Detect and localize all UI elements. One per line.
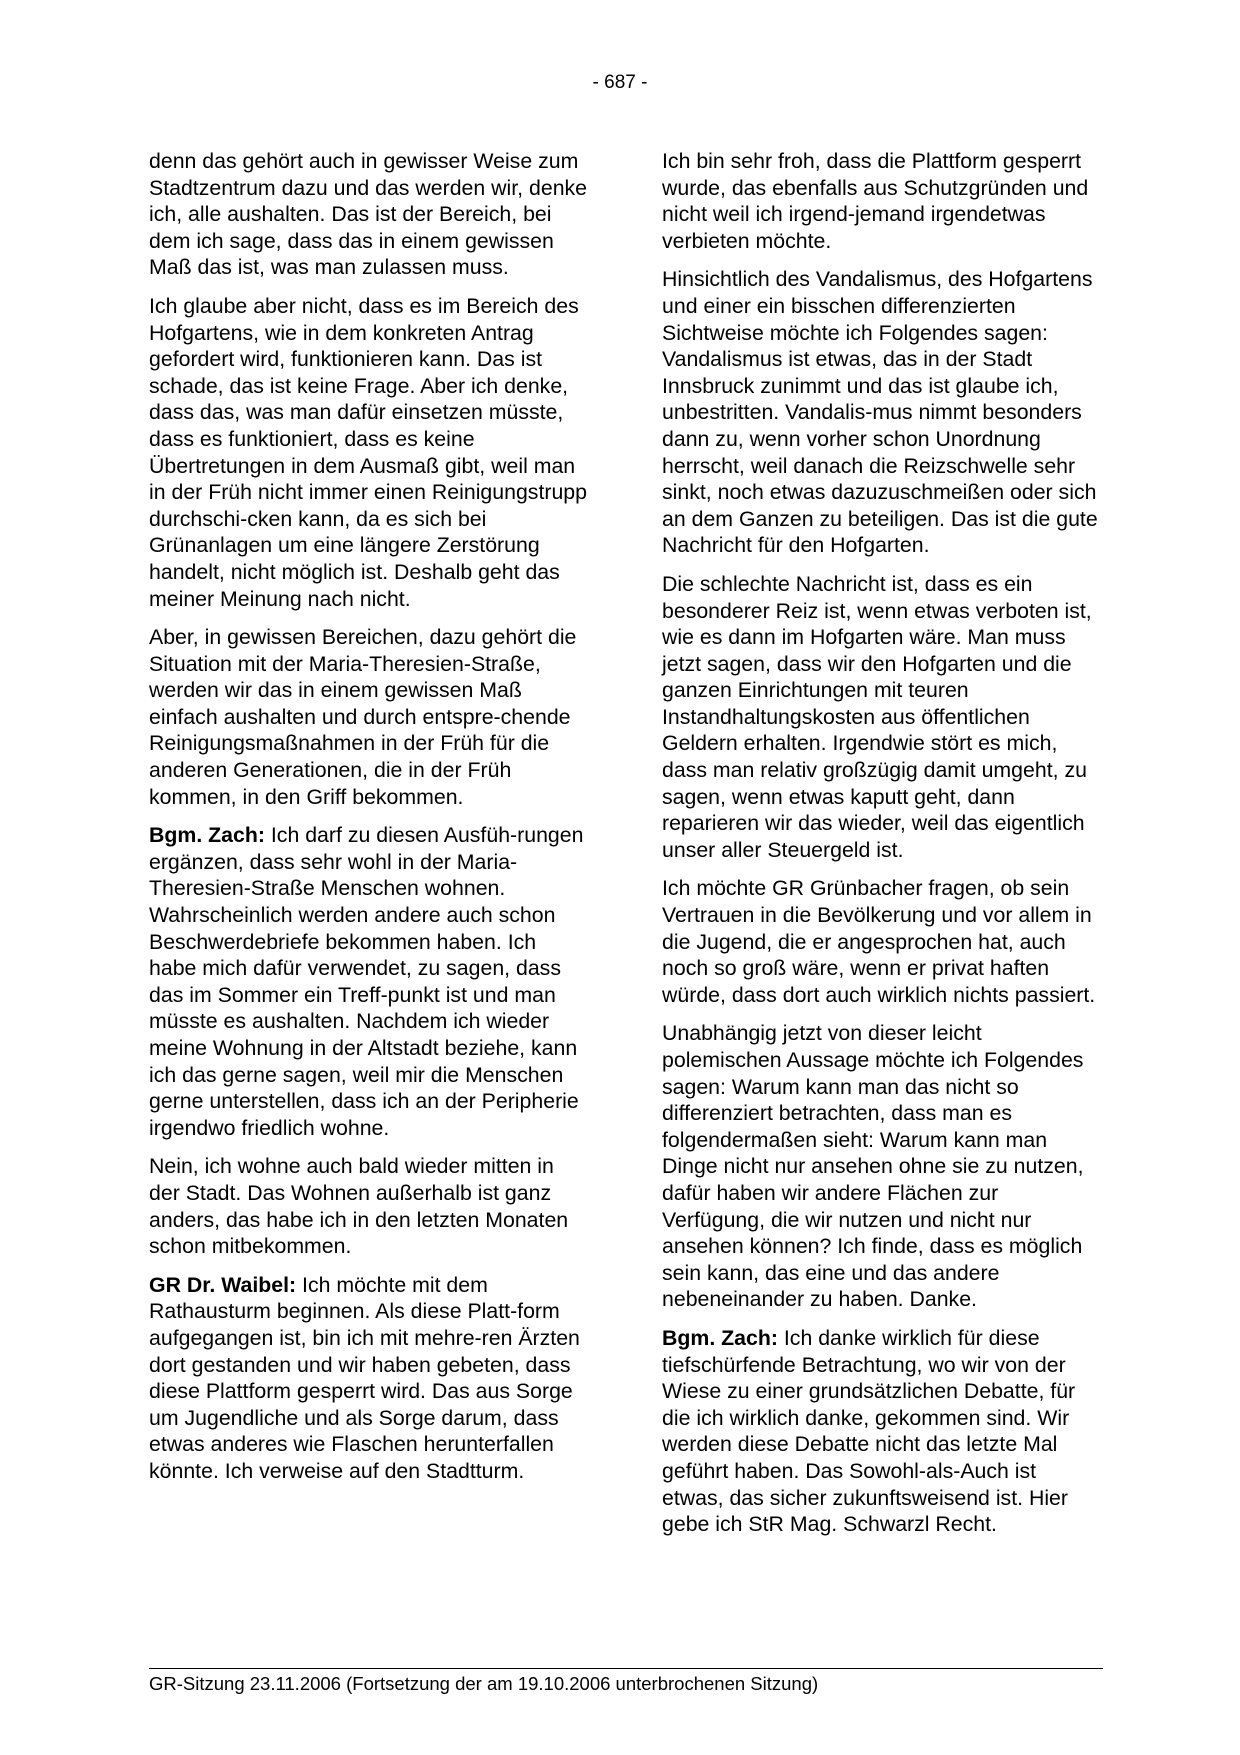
paragraph: Nein, ich wohne auch bald wieder mitten in der Stadt. Das Wohnen außerhalb ist ganz anders, das habe ich in den letzten Monaten schon mitbekommen.	[149, 1154, 569, 1259]
paragraph-text: Ich darf zu diesen Ausfüh-rungen ergänzen, dass sehr wohl in der Maria-Theresien-Straße Menschen wohnen. Wahrscheinlich werden andere auch schon Beschwerdebriefe bekommen haben. Ich habe mich dafür verwendet, zu sagen, dass das im Sommer ein Treff-punkt ist und man müsste es aushalten. Nachdem ich wieder meine Wohnung in der Altstadt beziehe, kann ich das gerne sagen, weil mir die Menschen gerne unterstellen, dass ich an der Peripherie irgendwo friedlich wohne.	[149, 823, 584, 1140]
paragraph: Ich bin sehr froh, dass die Plattform gesperrt wurde, das ebenfalls aus Schutzgründen und nicht weil ich irgend-jemand irgendetwas verbieten möchte.	[662, 149, 1089, 253]
right-column	[662, 148, 1102, 1550]
paragraph	[149, 1272, 589, 1485]
footer-divider	[149, 1668, 1103, 1669]
speaker-label: Bgm. Zach:	[662, 1325, 778, 1350]
page-number: - 687 -	[592, 72, 648, 93]
speaker-label: GR Dr. Waibel:	[149, 1272, 297, 1297]
paragraph	[662, 1325, 1102, 1538]
speaker-label: Bgm. Zach:	[149, 823, 265, 848]
paragraph-text: Ich danke wirklich für diese tiefschürfende Betrachtung, wo wir von der Wiese zu einer grundsätzlichen Debatte, für die ich wirklich danke, gekommen sind. Wir werden diese Debatte nicht das letzte Mal geführt haben. Das Sowohl-als-Auch ist etwas, das sicher zukunftsweisend ist. Hier gebe ich StR Mag. Schwarzl Recht.	[662, 1325, 1076, 1537]
paragraph: Hinsichtlich des Vandalismus, des Hofgartens und einer ein bisschen differenzierten Sichtweise möchte ich Folgendes sagen: Vandalismus ist etwas, das in der Stadt Innsbruck zunimmt und das ist glaube ich, unbestritten. Vandalis-mus nimmt besonders dann zu, wenn vorher schon Unordnung herrscht, weil danach die Reizschwelle sehr sinkt, noch etwas dazuzuschmeißen oder sich an dem Ganzen zu beteiligen. Das ist die gute Nachricht für den Hofgarten.	[662, 267, 1098, 558]
left-column	[149, 148, 589, 1497]
paragraph: Ich möchte GR Grünbacher fragen, ob sein Vertrauen in die Bevölkerung und vor allem in die Jugend, die er angesprochen hat, auch noch so groß wäre, wenn er privat haften würde, dass dort auch wirklich nichts passiert.	[662, 876, 1096, 1007]
paragraph: Ich glaube aber nicht, dass es im Bereich des Hofgartens, wie in dem konkreten Antrag gefordert wird, funktionieren kann. Das ist schade, das ist keine Frage. Aber ich denke, dass das, was man dafür einsetzen müsste, dass es funktioniert, dass es keine Übertretungen in dem Ausmaß gibt, weil man in der Früh nicht immer einen Reinigungstrupp durchschi-cken kann, da es sich bei Grünanlagen um eine längere Zerstörung handelt, nicht möglich ist. Deshalb geht das meiner Meinung nach nicht.	[149, 293, 587, 611]
paragraph: Die schlechte Nachricht ist, dass es ein besonderer Reiz ist, wenn etwas verboten ist, wie es dann im Hofgarten wäre. Man muss jetzt sagen, dass wir den Hofgarten und die ganzen Einrichtungen mit teuren Instandhaltungskosten aus öffentlichen Geldern erhalten. Irgendwie stört es mich, dass man relativ großzügig damit umgeht, zu sagen, wenn etwas kaputt geht, dann reparieren wir das wieder, weil das eigentlich unser aller Steuergeld ist.	[662, 571, 1092, 862]
paragraph: denn das gehört auch in gewisser Weise zum Stadtzentrum dazu und das werden wir, denke ich, alle aushalten. Das ist der Bereich, bei dem ich sage, dass das in einem gewissen Maß das ist, was man zulassen muss.	[149, 149, 588, 280]
footer-text: GR-Sitzung 23.11.2006 (Fortsetzung der am 19.10.2006 unterbrochenen Sitzung)	[149, 1673, 819, 1694]
paragraph-text: Ich möchte mit dem Rathausturm beginnen. Als diese Platt-form aufgegangen ist, bin ich mit mehre-ren Ärzten dort gestanden und wir haben gebeten, dass diese Plattform gesperrt wird. Das aus Sorge um Jugendliche und als Sorge darum, dass etwas anderes wie Flaschen herunterfallen könnte. Ich verweise auf den Stadtturm.	[149, 1272, 580, 1483]
paragraph: Unabhängig jetzt von dieser leicht polemischen Aussage möchte ich Folgendes sagen: Warum kann man das nicht so differenziert betrachten, dass man es folgendermaßen sieht: Warum kann man Dinge nicht nur ansehen ohne sie zu nutzen, dafür haben wir andere Flächen zur Verfügung, die wir nutzen und nicht nur ansehen können? Ich finde, dass es möglich sein kann, das eine und das andere nebeneinander zu haben. Danke.	[662, 1021, 1084, 1312]
paragraph: Aber, in gewissen Bereichen, dazu gehört die Situation mit der Maria-Theresien-Straße, werden wir das in einem gewissen Maß einfach aushalten und durch entspre-chende Reinigungsmaßnahmen in der Früh für die anderen Generationen, die in der Früh kommen, in den Griff bekommen.	[149, 625, 577, 809]
paragraph	[149, 822, 589, 1141]
